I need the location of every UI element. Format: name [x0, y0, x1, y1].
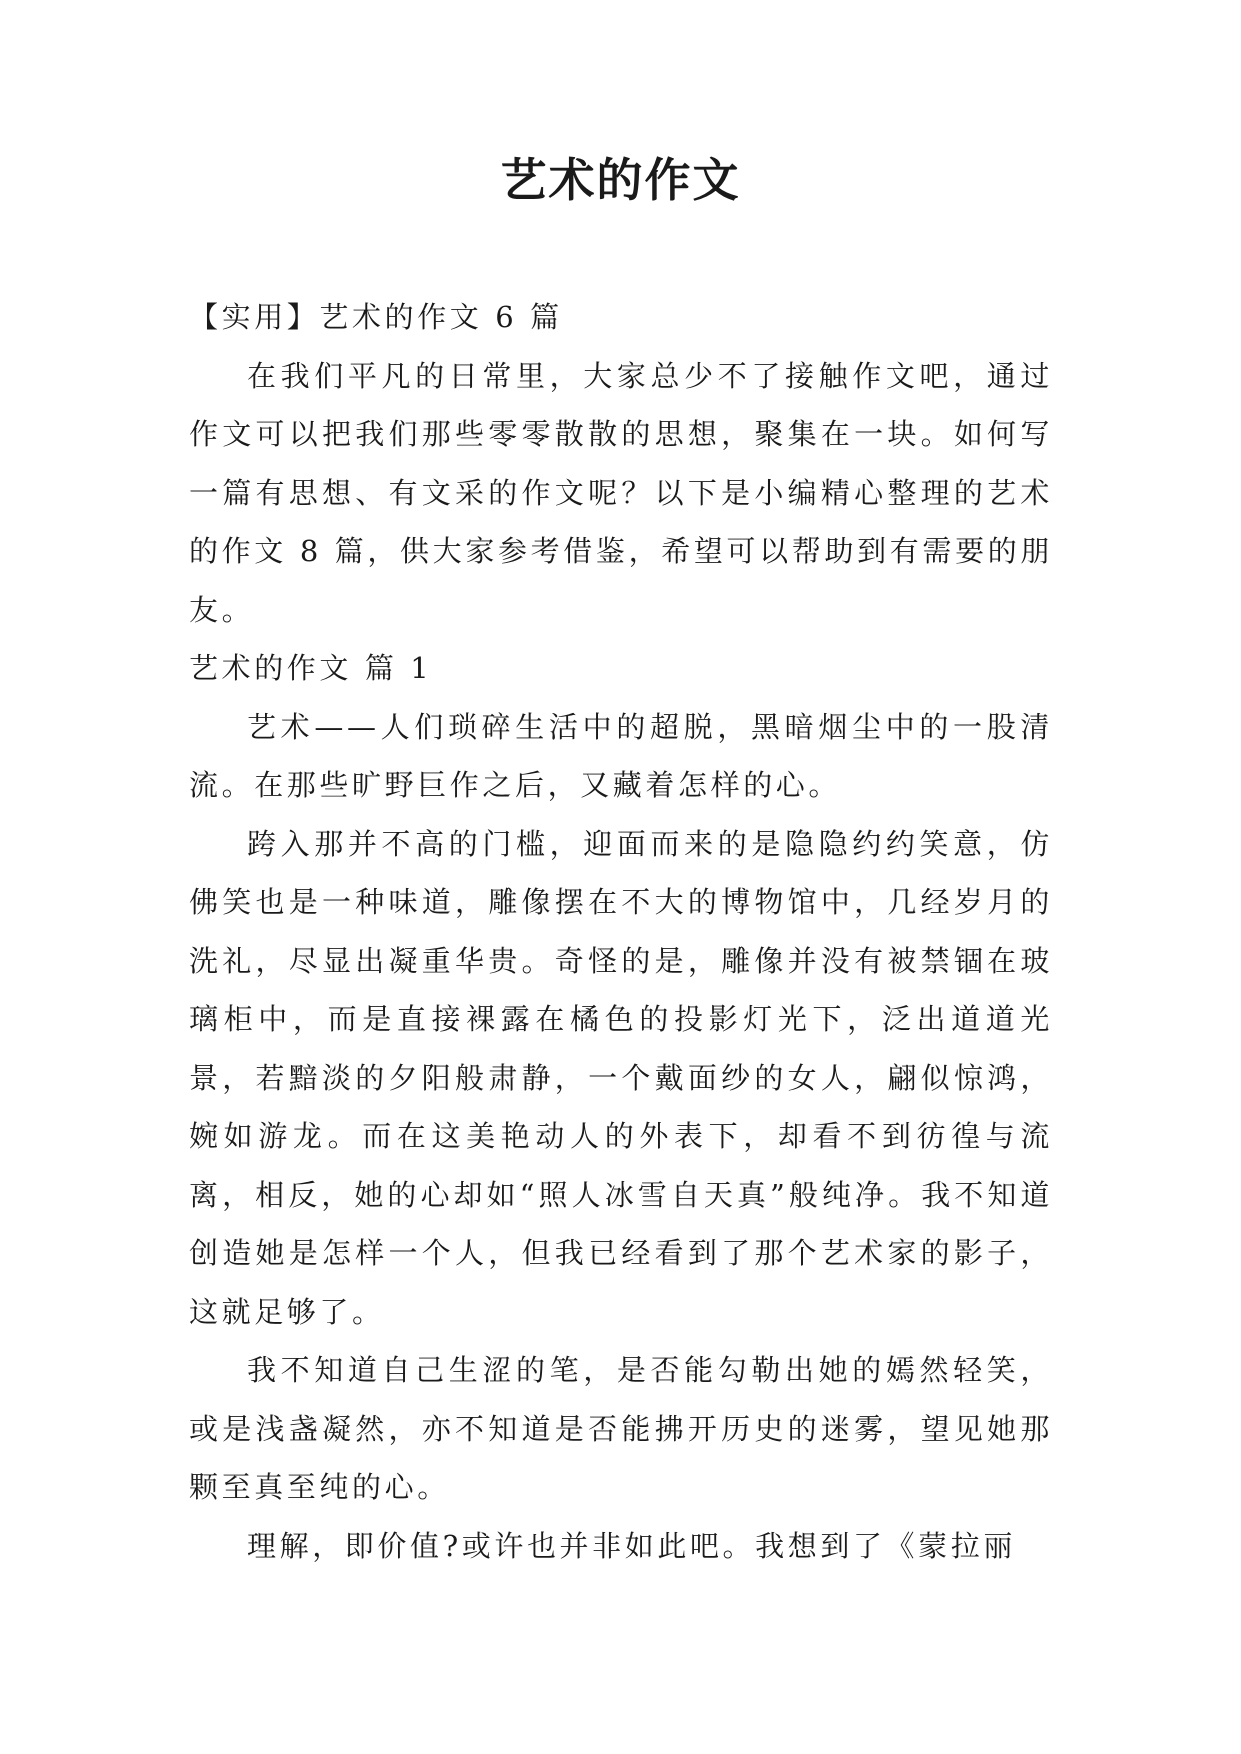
document-subtitle: 【实用】艺术的作文 6 篇 — [189, 300, 563, 334]
intro-paragraph: 在我们平凡的日常里，大家总少不了接触作文吧，通过作文可以把我们那些零零散散的思想，聚集在一块。如何写一篇有思想、有文采的作文呢？以下是小编精心整理的艺术的作文 8 篇，供大家参考借鉴，希望可以帮助到有需要的朋友。 — [189, 358, 1053, 627]
body-paragraph-1: 艺术——人们琐碎生活中的超脱，黑暗烟尘中的一股清流。在那些旷野巨作之后，又藏着怎样的心。 — [189, 709, 1053, 802]
section-heading: 艺术的作文 篇 1 — [189, 651, 433, 685]
document-body — [189, 288, 1053, 1575]
body-paragraph-3: 我不知道自己生涩的笔，是否能勾勒出她的嫣然轻笑，或是浅盏凝然，亦不知道是否能拂开历史的迷雾，望见她那颗至真至纯的心。 — [189, 1353, 1053, 1504]
body-paragraph-2: 跨入那并不高的门槛，迎面而来的是隐隐约约笑意，仿佛笑也是一种味道，雕像摆在不大的博物馆中，几经岁月的洗礼，尽显出凝重华贵。奇怪的是，雕像并没有被禁锢在玻璃柜中，而是直接裸露在橘色的投影灯光下，泛出道道光景，若黯淡的夕阳般肃静，一个戴面纱的女人，翩似惊鸿，婉如游龙。而在这美艳动人的外表下，却看不到彷徨与流离，相反，她的心却如“照人冰雪自天真”般纯净。我不知道创造她是怎样一个人，但我已经看到了那个艺术家的影子，这就足够了。 — [189, 826, 1053, 1329]
body-paragraph-4: 理解，即价值?或许也并非如此吧。我想到了《蒙拉丽 — [247, 1528, 1016, 1563]
document-title: 艺术的作文 — [500, 153, 741, 207]
